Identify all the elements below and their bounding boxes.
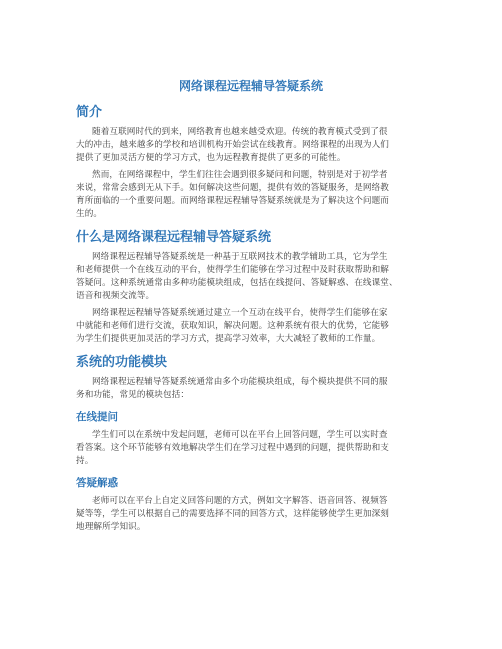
- section-heading-what-is: 什么是网络课程远程辅导答疑系统: [76, 230, 272, 245]
- text-line: 网络课程远程辅导答疑系统通常由多个功能模块组成，每个模块提供不同的服: [92, 377, 388, 387]
- text-line: 网络课程远程辅导答疑系统通过建立一个互动在线平台，使得学生们能够在家: [92, 308, 388, 318]
- text-line: 答疑问。这种系统通常由多种功能模块组成，包括在线提问、答疑解惑、在线课堂、: [76, 278, 398, 288]
- paragraph: [76, 126, 468, 165]
- section-heading-modules: 系统的功能模块: [76, 355, 168, 370]
- text-line: 务和功能，常见的模块包括：: [76, 390, 190, 400]
- text-line: 学生们可以在系统中发起问题，老师可以在平台上回答问题，学生可以实时查: [92, 430, 388, 440]
- text-line: 中就能和老师们进行交流，获取知识，解决问题。这种系统有很大的优势，它能够: [76, 321, 389, 331]
- text-line: 然而，在网络课程中，学生们往往会遇到很多疑问和问题，特别是对于初学者: [92, 170, 388, 180]
- text-line: 大的冲击，越来越多的学校和培训机构开始尝试在线教育。网络课程的出现为人们: [76, 140, 389, 150]
- text-line: 持。: [76, 456, 94, 466]
- document-title: 网络课程远程辅导答疑系统: [178, 79, 323, 93]
- text-line: 老师可以在平台上自定义回答问题的方式，例如文字解答、语音回答、视频答: [92, 496, 388, 506]
- text-line: 网络课程远程辅导答疑系统是一种基于互联网技术的教学辅助工具，它为学生: [92, 252, 388, 262]
- paragraph: [76, 169, 468, 221]
- paragraph: [76, 307, 468, 346]
- text-line: 来说，常常会感到无从下手。如何解决这些问题，提供有效的答疑服务，是网络教: [76, 183, 389, 193]
- text-line: 随着互联网时代的到来，网络教育也越来越受欢迎。传统的教育模式受到了很: [92, 127, 388, 137]
- paragraph: [76, 376, 468, 402]
- text-line: 语音和视频交流等。: [76, 291, 155, 301]
- section-heading-intro: 简介: [76, 105, 103, 120]
- text-line: 地理解所学知识。: [76, 522, 146, 532]
- text-line: 为学生们提供更加灵活的学习方式，提高学习效率，大大减轻了教师的工作量。: [76, 334, 381, 344]
- subsection-heading-online-questions: 在线提问: [76, 411, 118, 423]
- text-line: 育所面临的一个重要问题。而网络课程远程辅导答疑系统就是为了解决这个问题而: [76, 196, 389, 206]
- text-line: 生的。: [76, 209, 103, 219]
- paragraph: [76, 495, 468, 534]
- text-line: 和老师提供一个在线互动的平台，使得学生们能够在学习过程中及时获取帮助和解: [76, 265, 389, 275]
- text-line: 疑等等，学生可以根据自己的需要选择不同的回答方式，这样能够使学生更加深刻: [76, 509, 389, 519]
- subsection-heading-answering: 答疑解惑: [76, 477, 118, 489]
- paragraph: [76, 429, 468, 468]
- paragraph: [76, 251, 468, 303]
- text-line: 提供了更加灵活方便的学习方式，也为远程教育提供了更多的可能性。: [76, 153, 346, 163]
- text-line: 看答案。这个环节能够有效地解决学生们在学习过程中遇到的问题，提供帮助和支: [76, 443, 389, 453]
